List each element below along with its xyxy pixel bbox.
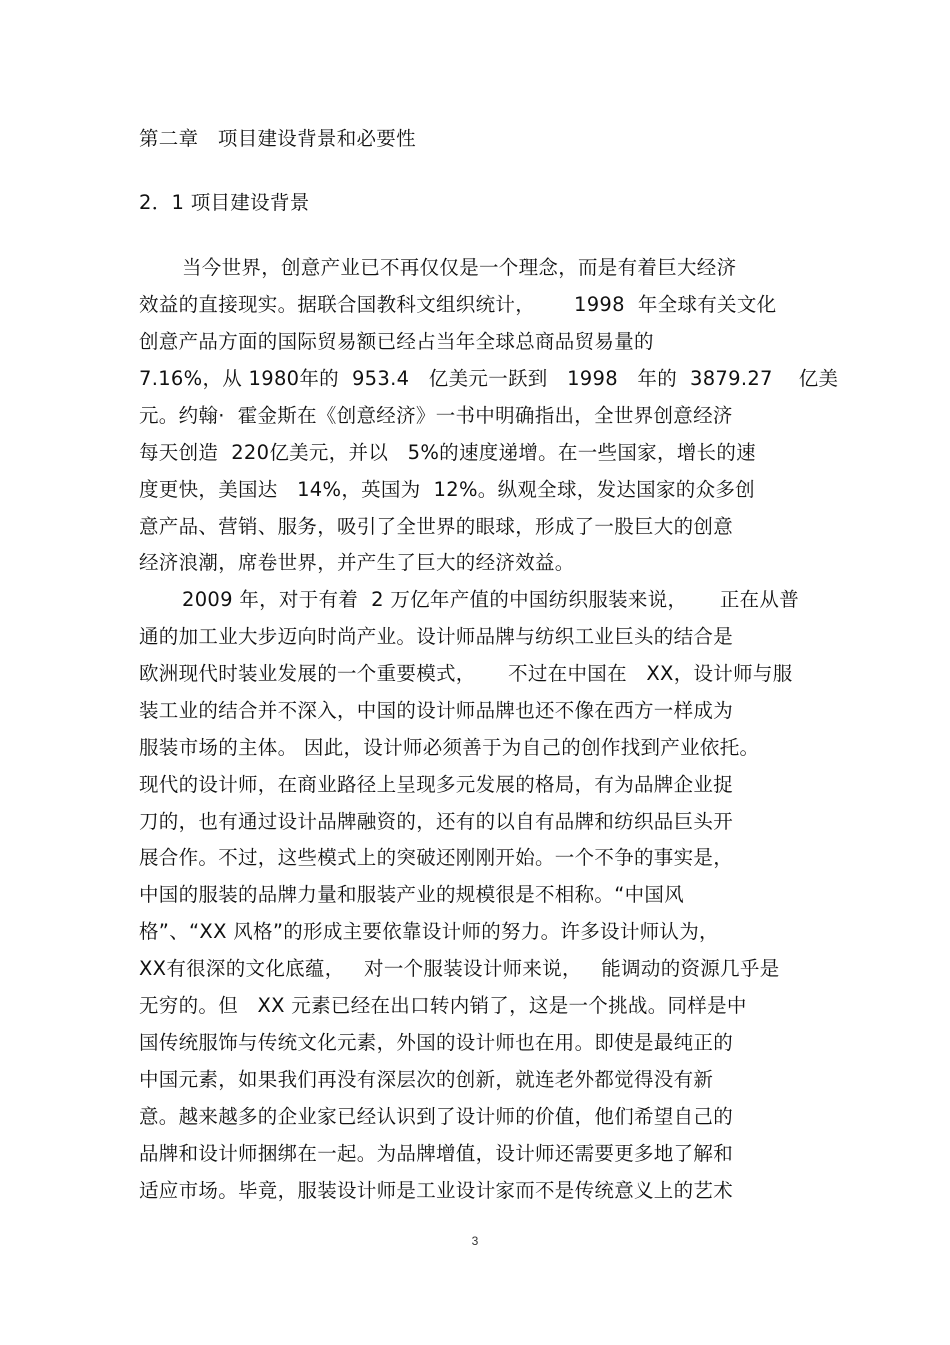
paragraph-line: 国传统服饰与传统文化元素，外国的设计师也在用。即使是最纯正的 xyxy=(139,1031,734,1054)
page-number: 3 xyxy=(471,1234,479,1248)
paragraph-line: 创意产品方面的国际贸易额已经占当年全球总商品贸易量的 xyxy=(139,330,654,353)
paragraph-line: 无穷的。但 XX 元素已经在出口转内销了，这是一个挑战。同样是中 xyxy=(139,994,747,1017)
paragraph-line: 每天创造 220亿美元，并以 5%的速度递增。在一些国家，增长的速 xyxy=(139,441,756,464)
paragraph-line: 效益的直接现实。据联合国教科文组织统计， 1998 年全球有关文化 xyxy=(139,293,777,316)
paragraph-line: 中国的服装的品牌力量和服装产业的规模很是不相称。“中国风 xyxy=(139,883,685,906)
paragraph-line: 7.16%，从 1980年的 953.4 亿美元一跃到 1998 年的 3879.27 亿美 xyxy=(139,367,839,390)
chapter-title: 第二章 项目建设背景和必要性 xyxy=(139,127,416,150)
paragraph-line: 服装市场的主体。 因此，设计师必须善于为自己的创作找到产业依托。 xyxy=(139,736,760,759)
paragraph-line: 意产品、营销、服务，吸引了全世界的眼球，形成了一股巨大的创意 xyxy=(139,515,734,538)
paragraph-line: 展合作。不过，这些模式上的突破还刚刚开始。一个不争的事实是， xyxy=(139,846,734,869)
paragraph-line: 度更快，美国达 14%，英国为 12%。纵观全球，发达国家的众多创 xyxy=(139,478,755,501)
paragraph-line: 装工业的结合并不深入，中国的设计师品牌也还不像在西方一样成为 xyxy=(139,699,734,722)
paragraph-line: XX有很深的文化底蕴， 对一个服装设计师来说， 能调动的资源几乎是 xyxy=(139,957,780,980)
paragraph-line: 经济浪潮，席卷世界，并产生了巨大的经济效益。 xyxy=(139,551,575,574)
paragraph-line: 2009 年，对于有着 2 万亿年产值的中国纺织服装来说， 正在从普 xyxy=(182,588,800,611)
section-title: 2．1 项目建设背景 xyxy=(139,191,310,214)
paragraph-line: 通的加工业大步迈向时尚产业。设计师品牌与纺织工业巨头的结合是 xyxy=(139,625,734,648)
paragraph-line: 品牌和设计师捆绑在一起。为品牌增值，设计师还需要更多地了解和 xyxy=(139,1142,734,1165)
paragraph-line: 刀的，也有通过设计品牌融资的，还有的以自有品牌和纺织品巨头开 xyxy=(139,810,734,833)
paragraph-line: 适应市场。毕竟，服装设计师是工业设计家而不是传统意义上的艺术 xyxy=(139,1179,734,1202)
paragraph-line: 中国元素，如果我们再没有深层次的创新，就连老外都觉得没有新 xyxy=(139,1068,714,1091)
paragraph-line: 当今世界，创意产业已不再仅仅是一个理念，而是有着巨大经济 xyxy=(182,256,737,279)
paragraph-line: 现代的设计师，在商业路径上呈现多元发展的格局，有为品牌企业捉 xyxy=(139,773,734,796)
paragraph-line: 元。约翰· 霍金斯在《创意经济》一书中明确指出，全世界创意经济 xyxy=(139,404,733,427)
paragraph-line: 欧洲现代时装业发展的一个重要模式， 不过在中国在 XX，设计师与服 xyxy=(139,662,793,685)
paragraph-line: 意。越来越多的企业家已经认识到了设计师的价值，他们希望自己的 xyxy=(139,1105,734,1128)
paragraph-line: 格”、“XX 风格”的形成主要依靠设计师的努力。许多设计师认为， xyxy=(139,920,719,943)
